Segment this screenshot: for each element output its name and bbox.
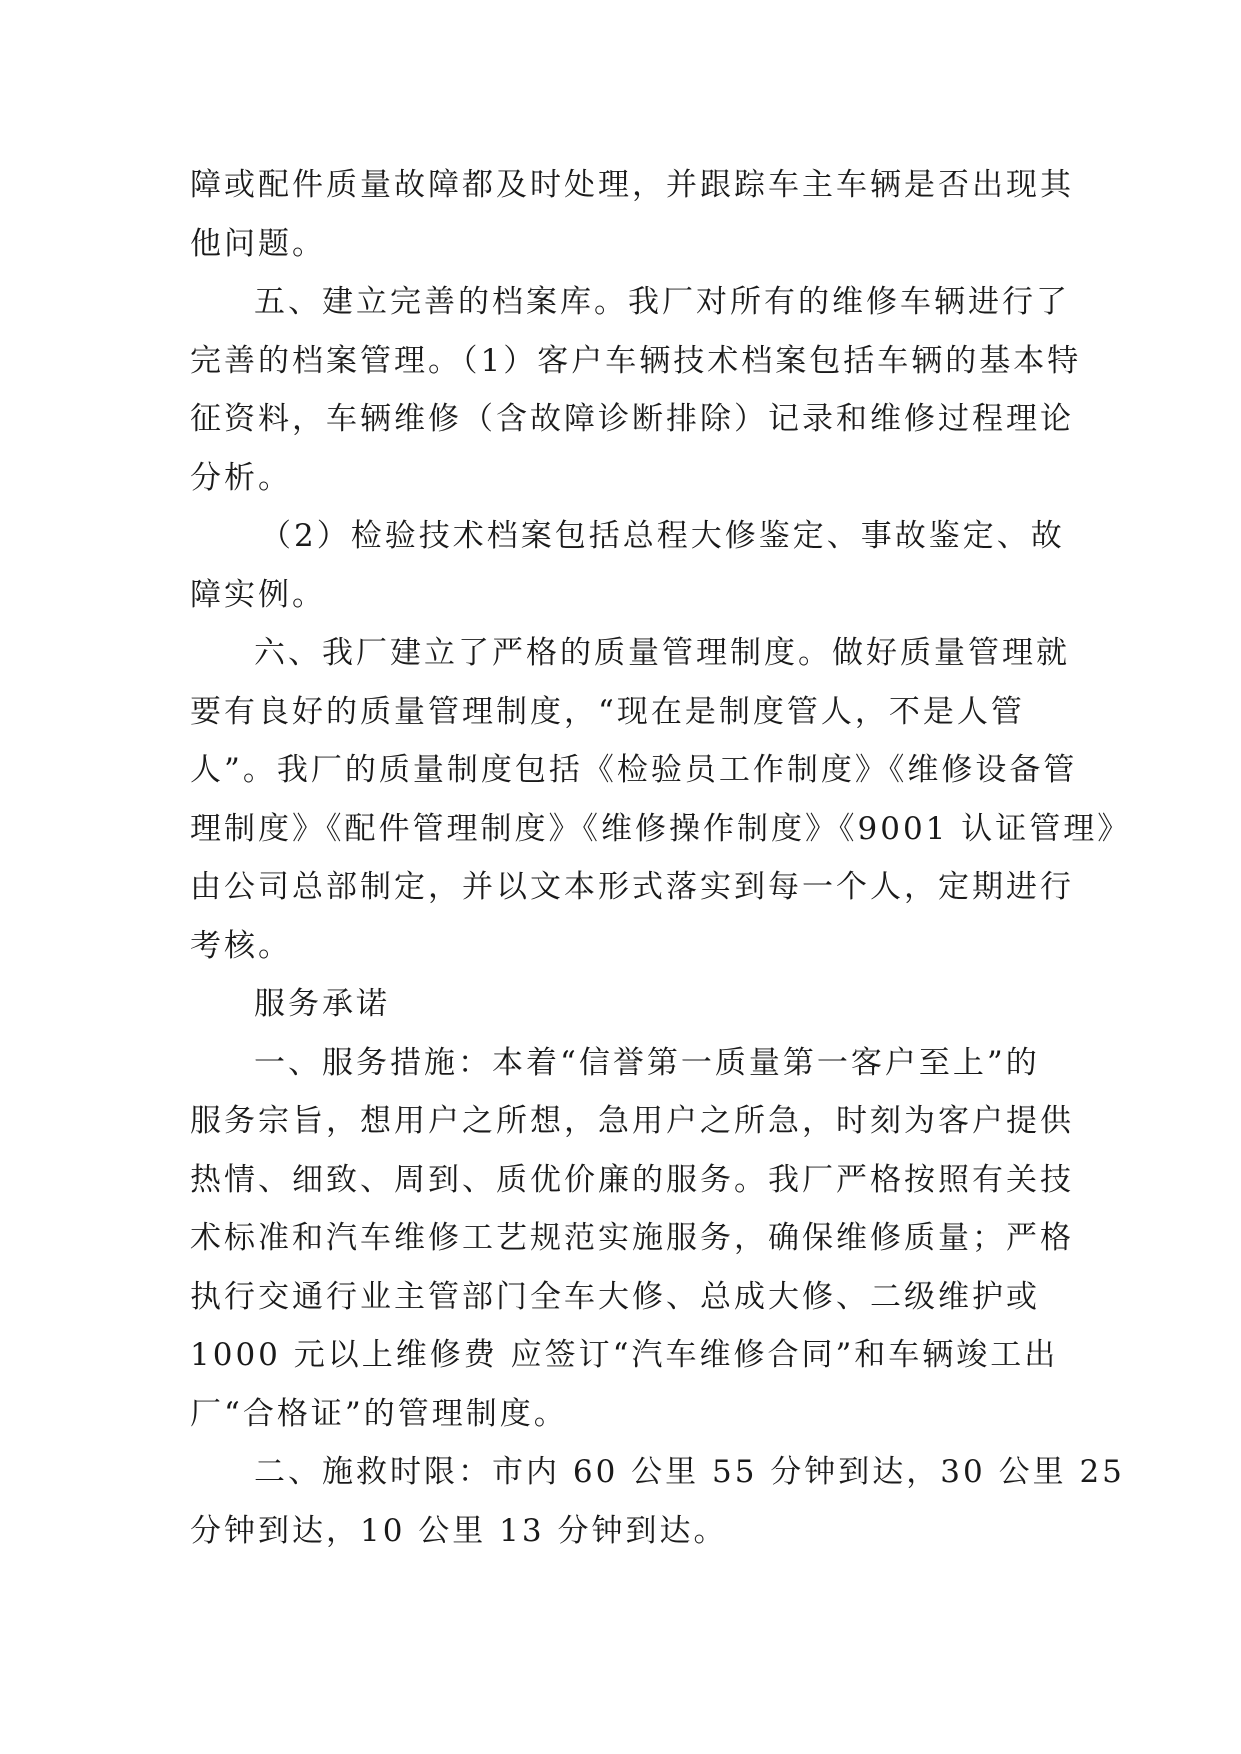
text-line: 热情、细致、周到、质优价廉的服务。我厂严格按照有关技 — [190, 1161, 1074, 1198]
text-line: 1000 元以上维修费 应签订“汽车维修合同”和车辆竣工出 — [190, 1337, 1059, 1373]
document-body — [190, 156, 1132, 1560]
text-line: 由公司总部制定，并以文本形式落实到每一个人，定期进行 — [190, 869, 1074, 905]
text-line: 服务宗旨，想用户之所想，急用户之所急，时刻为客户提供 — [190, 1103, 1074, 1139]
text-line: 厂“合格证”的管理制度。 — [190, 1395, 568, 1432]
text-line: 他问题。 — [190, 225, 326, 262]
text-line: 障实例。 — [190, 576, 326, 613]
text-line: 征资料，车辆维修（含故障诊断排除）记录和维修过程理论 — [190, 401, 1074, 437]
text-line: 要有良好的质量管理制度，“现在是制度管人，不是人管 — [190, 693, 1025, 730]
text-line: 障或配件质量故障都及时处理，并跟踪车主车辆是否出现其 — [190, 167, 1074, 203]
section-heading: 服务承诺 — [254, 986, 390, 1022]
text-line: 人”。我厂的质量制度包括《检验员工作制度》《维修设备管 — [190, 752, 1078, 788]
text-line: 执行交通行业主管部门全车大修、总成大修、二级维护或 — [190, 1278, 1040, 1315]
text-line: 考核。 — [190, 927, 292, 964]
text-line: 理制度》《配件管理制度》《维修操作制度》《9001 认证管理》 — [190, 810, 1132, 847]
text-line: （2）检验技术档案包括总程大修鉴定、事故鉴定、故 — [260, 518, 1065, 554]
text-line: 五、建立完善的档案库。我厂对所有的维修车辆进行了 — [254, 284, 1070, 320]
text-line: 完善的档案管理。（1）客户车辆技术档案包括车辆的基本特 — [190, 342, 1082, 379]
text-line: 术标准和汽车维修工艺规范实施服务，确保维修质量；严格 — [190, 1220, 1074, 1256]
text-line: 分析。 — [190, 459, 292, 496]
text-line: 二、施救时限：市内 60 公里 55 分钟到达，30 公里 25 — [254, 1454, 1125, 1490]
text-line: 一、服务措施：本着“信誉第一质量第一客户至上”的 — [254, 1044, 1040, 1081]
text-line: 分钟到达，10 公里 13 分钟到达。 — [190, 1512, 728, 1549]
text-line: 六、我厂建立了严格的质量管理制度。做好质量管理就 — [254, 635, 1070, 671]
